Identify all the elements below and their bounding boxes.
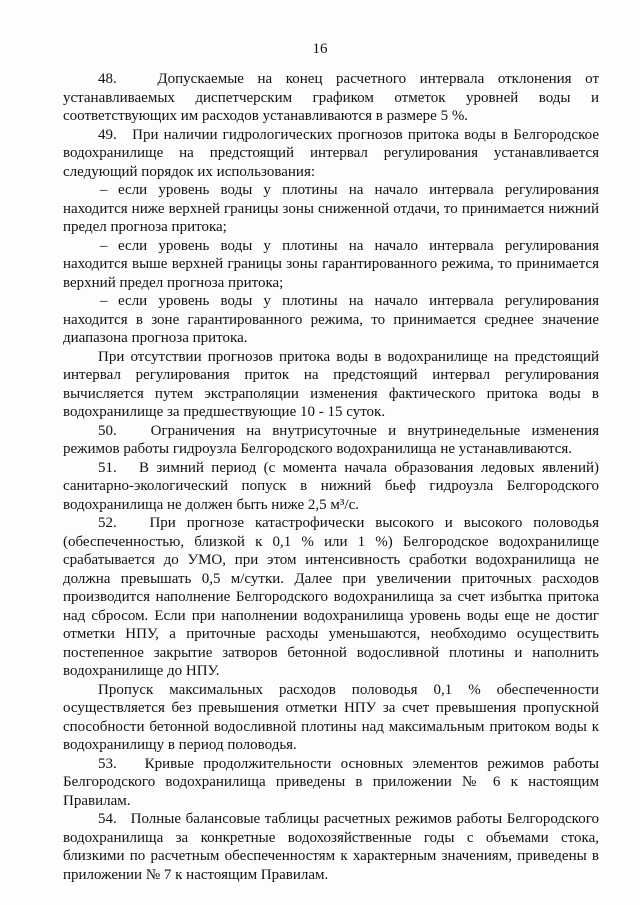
list-item xyxy=(63,292,599,348)
page-number: 16 xyxy=(312,41,328,57)
paragraph-49: 49. При наличии гидрологических прогнозов притока воды в Белгородское водохранилище на предстоящий интервал регулирования устанавливается следующий порядок их использования: xyxy=(63,126,599,180)
paragraph-54: 54. Полные балансовые таблицы расчетных режимов работы Белгородского водохранилища за конкретные водохозяйственные годы с объемами стока, близкими по расчетным обеспеченностям к характерным значениям, приведены в приложении № 7 к настоящим Правилам. xyxy=(63,811,599,883)
list-item-text: если уровень воды у плотины на начало интервала регулирования находится в зоне гарантированного режима, то принимается среднее значение диапазона прогноза притока. xyxy=(63,293,599,346)
list-item-text: если уровень воды у плотины на начало интервала регулирования находится ниже верхней границы зоны сниженной отдачи, то принимается нижний предел прогноза притока; xyxy=(63,182,599,235)
bullet-dash: – xyxy=(100,293,108,309)
list-item xyxy=(63,181,599,237)
list-item xyxy=(63,237,599,293)
document-body xyxy=(63,70,599,884)
paragraph-no-forecast: При отсутствии прогнозов притока воды в водохранилище на предстоящий интервал регулирования приток на предстоящий интервал регулирования вычисляется путем экстраполяции изменения фактического притока воды в водохранилище за предшествующие 10 - 15 суток. xyxy=(63,348,599,420)
paragraph-48: 48. Допускаемые на конец расчетного интервала отклонения от устанавливаемых диспетчерским графиком отметок уровней воды и соответствующих им расходов устанавливаются в размере 5 %. xyxy=(63,71,599,124)
bullet-dash: – xyxy=(100,182,108,198)
paragraph-51: 51. В зимний период (с момента начала образования ледовых явлений) санитарно-экологический попуск в нижний бьеф гидроузла Белгородского водохранилища не должен быть ниже 2,5 м³/с. xyxy=(63,459,599,513)
list-item-text: если уровень воды у плотины на начало интервала регулирования находится выше верхней границы зоны гарантированного режима, то принимается верхний предел прогноза притока; xyxy=(63,237,599,291)
paragraph-52: 52. При прогнозе катастрофически высокого и высокого половодья (обеспеченностью, близкой к 0,1 % или 1 %) Белгородское водохранилище срабатывается до УМО, при этом интенсивность сработки водохранилища не должна превышать 0,5 м/сутки. Далее при увеличении приточных расходов производится наполнение Белгородского водохранилища за счет избытка притока над сбросом. Если при наполнении водохранилища уровень воды еще не достиг отметки НПУ, а приточные расходы уменьшаются, необходимо осуществить постепенное закрытие затворов бетонной водосливной плотины и наполнить водохранилище до НПУ. xyxy=(63,515,599,679)
paragraph-50: 50. Ограничения на внутрисуточные и внутринедельные изменения режимов работы гидроузла Белгородского водохранилища не устанавливаются. xyxy=(63,422,599,457)
paragraph-53: 53. Кривые продолжительности основных элементов режимов работы Белгородского водохранилища приведены в приложении № 6 к настоящим Правилам. xyxy=(63,755,599,809)
paragraph-flood-pass: Пропуск максимальных расходов половодья 0,1 % обеспеченности осуществляется без превышения отметки НПУ за счет превышения пропускной способности бетонной водосливной плотины над максимальным притоком воды к водохранилищу в период половодья. xyxy=(63,681,599,753)
bullet-dash: – xyxy=(100,237,108,254)
